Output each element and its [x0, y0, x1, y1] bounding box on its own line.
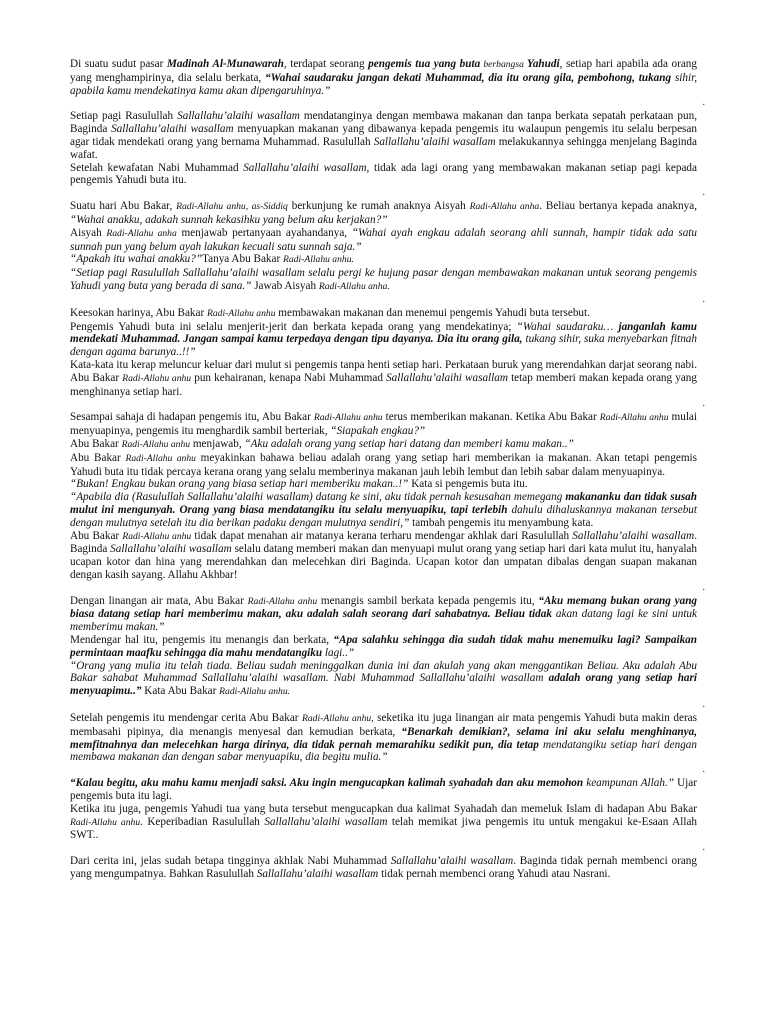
paragraph [70, 803, 697, 842]
text-run: makananku dan tidak susah mulut ini mengunyah. Orang yang biasa mendatangiku itu selalu menyuapiku, tapi terlebih [70, 491, 697, 516]
text-run: “Aku memang bukan orang yang biasa datang setiap hari memberimu makan, aku adalah salah seorang dari sahabatnya. Beliau tidak [70, 594, 698, 621]
paragraph-gap [70, 581, 705, 595]
text-run: Setelah kewafatan Nabi Muhammad [70, 161, 244, 174]
text-run: “Kalau begitu, aku mahu kamu menjadi saksi. Aku ingin mengucapkan kalimah syahadah dan aku memohon [70, 777, 587, 790]
text-run: Kata Abu Bakar [141, 685, 220, 698]
text-run: Di suatu sudut pasar [70, 58, 167, 70]
text-run: Jawab Aisyah [251, 279, 319, 292]
text-run: . Keperibadian Rasulullah [140, 815, 265, 828]
paragraph [70, 200, 697, 227]
separator-dot: . [702, 293, 705, 305]
paragraph [70, 227, 697, 254]
text-run: Dengan linangan air mata, Abu Bakar [70, 594, 248, 607]
text-run: pengemis tua yang buta [368, 58, 481, 70]
paragraph [70, 162, 697, 188]
paragraph-gap [70, 187, 705, 200]
text-run: Sallallahu’alaihi wasallam [110, 543, 232, 556]
text-run: Ketika itu juga, pengemis Yahudi tua yang buta tersebut mengucapkan dua kalimat Syahadah dan memeluk Islam di hadapan Abu Bakar [70, 802, 697, 815]
text-run: . Beliau bertanya kepada anaknya, [539, 200, 697, 213]
text-run: Radi-Allahu anhu [125, 452, 196, 464]
paragraph-gap [70, 764, 705, 777]
text-run: tidak ada lagi orang yang membawakan makanan setiap pagi kepada pengemis Yahudi buta itu. [70, 161, 697, 187]
separator-dot: . [702, 699, 705, 711]
paragraph [70, 478, 697, 491]
text-run: Radi-Allahu anhu [122, 372, 192, 384]
paragraph [70, 58, 697, 97]
text-run: Kata-kata itu kerap meluncur keluar dari mulut si pengemis tanpa henti setiap hari. Perkataan buruk yang merendahkan darjat seorang nabi. Abu Bakar [70, 358, 697, 384]
text-run: Sallallahu’alaihi wasallam [256, 868, 379, 881]
text-run: telah memikat jiwa pengemis itu untuk mengakui ke-Esaan Allah SWT.. [70, 815, 697, 842]
text-run: berkunjung ke rumah anaknya Aisyah [287, 200, 470, 213]
text-run: , terdapat seorang [283, 58, 369, 70]
text-run: Kata si pengemis buta itu. [408, 478, 528, 491]
paragraph [70, 452, 697, 479]
paragraph-gap [70, 97, 705, 110]
paragraph-gap [70, 398, 705, 411]
text-run: adalah orang yang setiap hari menyuapimu..” [70, 672, 697, 698]
text-run: Abu Bakar [70, 529, 123, 542]
text-run: “Apakah itu wahai anakku?” [70, 253, 203, 266]
paragraph [70, 660, 697, 699]
text-run: Mendengar hal itu, pengemis itu menangis dan berkata, [70, 634, 334, 647]
text-run: mulai menyuapinya, pengemis itu menghardik sambil berteriak, [70, 411, 698, 438]
text-run: Sallallahu’alaihi wasallam [390, 855, 514, 868]
text-run: menangis sambil berkata kepada pengemis itu, [317, 594, 539, 607]
text-run: menjawab, [190, 437, 245, 450]
paragraph [70, 712, 697, 764]
text-run: Radi-Allahu anhu. [219, 686, 291, 698]
text-run: Keesokan harinya, Abu Bakar [70, 306, 208, 319]
text-run: Radi-Allahu anhu [313, 412, 383, 424]
text-run: Pengemis Yahudi buta ini selalu menjerit-jerit dan berkata kepada orang yang mendekatinya; [70, 320, 517, 333]
text-run: Radi-Allahu anhu [247, 595, 318, 607]
text-run: menjawab pertanyaan ayahandanya, [176, 226, 352, 239]
text-run: Sesampai sahaja di hadapan pengemis itu, Abu Bakar [70, 411, 314, 424]
paragraph [70, 321, 697, 359]
paragraph [70, 855, 697, 881]
text-run: Radi-Allahu anha [106, 227, 177, 239]
text-run: “Siapakah engkau?” [330, 425, 426, 438]
separator-dot: . [702, 764, 705, 776]
text-run: Aisyah [70, 226, 107, 239]
text-run: tidak dapat menahan air matanya kerana terharu mendengar akhlak dari Rasulullah [191, 529, 573, 542]
paragraph [70, 253, 697, 267]
text-run: Sallallahu’alaihi wasallam [572, 529, 695, 542]
paragraph [70, 491, 697, 529]
text-run: Madinah Al-Munawarah [166, 58, 284, 70]
text-run: Radi-Allahu anhu, [302, 713, 374, 725]
text-run: “Apabila dia (Rasulullah Sallallahu’alaihi wasallam) datang ke sini, aku tidak pernah kesusahan memegang [70, 491, 566, 504]
text-run: “Wahai ayah engkau adalah seorang ahli sunnah, hampir tidak ada satu sunnah pun yang belum ayah lakukan kecuali satu sunnah saja.” [70, 226, 698, 253]
text-run: Setelah pengemis itu mendengar cerita Abu Bakar [70, 712, 303, 725]
paragraph [70, 438, 697, 452]
text-run: “Aku adalah orang yang setiap hari datang dan memberi kamu makan..” [244, 437, 574, 450]
text-run: “Orang yang mulia itu telah tiada. Beliau sudah meninggalkan dunia ini dan akulah yang akan menggantikan Beliau. Aku adalah Abu Bakar sahabat Muhammad Sallallahu’alaihi wasallam. Nabi Muhammad Sallallahu’alaihi wasallam [70, 659, 697, 685]
text-run: Sallallahu’alaihi wasallam [264, 815, 388, 828]
text-run: tambah pengemis itu menyambung kata. [409, 516, 594, 529]
text-run: Radi-Allahu anhu. [283, 254, 354, 266]
text-run: selalu datang memberi makan dan menyuapi mulut orang yang setiap hari dari kata mulut itu, hanyalah ucapan kotor dan hina yang merendahkan dan melecehkan diri Baginda. Ucapan kotor dan umpatan dibalas dengan suapan makanan dengan kasih sayang. Allahu Akhbar! [70, 543, 697, 581]
paragraph [70, 411, 697, 438]
paragraph [70, 777, 697, 803]
text-run: meyakinkan bahawa beliau adalah orang yang setiap hari memberikan ia makanan. Akan tetapi pengemis Yahudi buta itu tidak percaya kerana orang yang selalu memberinya makanan jauh lebih lembut dan lebih sabar dalam menyuapinya. [70, 451, 697, 478]
paragraph [70, 359, 697, 398]
separator-dot: . [702, 581, 705, 593]
text-run: Radi-Allahu anhu [599, 412, 669, 424]
text-run: terus memberikan makanan. Ketika Abu Bakar [382, 411, 600, 424]
text-run: janganlah kamu mendekati Muhammad. Jangan sampai kamu terpedaya dengan tipu dayanya. Dia itu orang gila, [70, 320, 697, 346]
text-run: mendatanginya dengan membawa makanan dan tanpa berkata sepatah perkataan pun, Baginda [70, 110, 697, 136]
text-run: Dari cerita ini, jelas sudah betapa tingginya akhlak Nabi Muhammad [70, 855, 391, 868]
text-run: melakukannya sehingga menjelang Baginda wafat. [70, 135, 697, 161]
text-run: Radi-Allahu anhu [121, 438, 191, 450]
text-run: Suatu hari Abu Bakar, [70, 200, 177, 213]
text-run: Radi-Allahu anhu [207, 307, 276, 319]
text-run: akan datang lagi ke sini untuk memberimu makan.” [70, 608, 697, 634]
text-run: pun kehairanan, kenapa Nabi Muhammad [191, 371, 387, 384]
text-run: lagi..” [324, 646, 355, 659]
text-run: sihir, apabila kamu mendekatinya kamu akan dipengaruhinya.” [70, 71, 698, 97]
text-run: Sallallahu’alaihi wasallam, [243, 161, 370, 174]
text-run: “Wahai saudaraku jangan dekati Muhammad, dia itu orang gila, pembohong, tukang [265, 71, 675, 84]
text-run: , setiap hari apabila ada orang yang menghampirinya, dia selalu berkata, [70, 58, 697, 84]
text-run: Sallallahu’alaihi wasallam [386, 371, 508, 384]
text-run: mendatangiku setiap hari dengan membawa makanan dan dengan sabar menyuapiku, dia begitu mulia.” [70, 738, 697, 764]
separator-dot: . [702, 187, 705, 199]
text-run: Sallallahu’alaihi wasallam [111, 123, 234, 136]
paragraph [70, 595, 697, 634]
paragraph-gap [70, 293, 705, 307]
text-run: membawakan makanan dan menemui pengemis Yahudi buta tersebut. [275, 306, 590, 319]
text-run: “Wahai anakku, adakah sunnah kekasihku yang belum aku kerjakan?” [70, 213, 388, 226]
text-run: Radi-Allahu anhu [122, 530, 192, 542]
text-run: berbangsa [480, 59, 528, 70]
text-run: Sallallahu’alaihi wasallam [373, 135, 496, 148]
paragraph-gap [70, 699, 705, 712]
text-run: dahulu dihaluskannya makanan tersebut dengan mulutnya setelah itu dia berikan padaku dengan mulutnya sendiri,” [70, 503, 697, 529]
paragraph [70, 634, 697, 660]
text-run: tukang sihir, suka menyebarkan fitnah dengan agama barunya..!!” [70, 333, 697, 359]
text-run: Radi-Allahu anhu, as-Siddiq [176, 201, 288, 213]
text-run: “Apa salahku sehingga dia sudah tidak mahu menemuiku lagi? Sampaikan permintaan maafku sehingga dia mahu mendatangiku [70, 634, 697, 659]
text-run: Tanya Abu Bakar [202, 253, 284, 266]
text-run: . Baginda tidak pernah membenci orang yang mengumpatnya. Bahkan Rasulullah [70, 855, 697, 881]
document-body [70, 58, 705, 881]
text-run: Abu Bakar [70, 437, 122, 450]
text-run: tetap memberi makan kepada orang yang menghinanya setiap hari. [70, 371, 697, 398]
text-run: Radi-Allahu anhu [70, 816, 141, 828]
text-run: Radi-Allahu anha [469, 201, 540, 213]
text-run: “Bukan! Engkau bukan orang yang biasa setiap hari memberiku makan..!” [70, 478, 409, 491]
text-run: menyuapkan makanan yang dibawanya kepada pengemis itu walaupun pengemis itu selalu berpesan agar tidak mendekati orang yang bernama Muhammad. Rasulullah [70, 123, 697, 148]
text-run: Yahudi [527, 58, 560, 70]
text-run: “Benarkah demikian?, selama ini aku selalu menghinanya, memfitnahnya dan melecehkan harga dirinya, dia tidak pernah memarahiku sedikit pun, dia tetap [70, 725, 697, 751]
paragraph [70, 110, 697, 161]
text-run: seketika itu juga linangan air mata pengemis Yahudi buta makin deras membasahi pipinya, dia menangis menyesal dan kemudian berkata, [70, 712, 697, 738]
text-run: “Setiap pagi Rasulullah Sallallahu’alaihi wasallam selalu pergi ke hujung pasar dengan membawakan makanan untuk seorang pengemis Yahudi yang buta yang berada di sana.” [70, 267, 697, 292]
text-run: Ujar pengemis buta itu lagi. [70, 777, 697, 803]
text-run: Radi-Allahu anha. [318, 280, 390, 292]
text-run: keampunan Allah.” [586, 777, 674, 790]
text-run: Sallallahu’alaihi wasallam [177, 110, 300, 123]
paragraph [70, 530, 697, 582]
paragraph [70, 307, 697, 321]
text-run: Abu Bakar [70, 451, 126, 464]
paragraph [70, 267, 697, 294]
text-run: . Baginda [70, 529, 697, 556]
paragraph-gap [70, 842, 705, 855]
text-run: Setiap pagi Rasulullah [70, 110, 178, 123]
separator-dot: . [702, 842, 705, 854]
text-run: tidak pernah membenci orang Yahudi atau Nasrani. [378, 868, 611, 881]
separator-dot: . [702, 398, 705, 410]
text-run: “Wahai saudaraku… [516, 320, 619, 333]
separator-dot: . [702, 97, 705, 109]
